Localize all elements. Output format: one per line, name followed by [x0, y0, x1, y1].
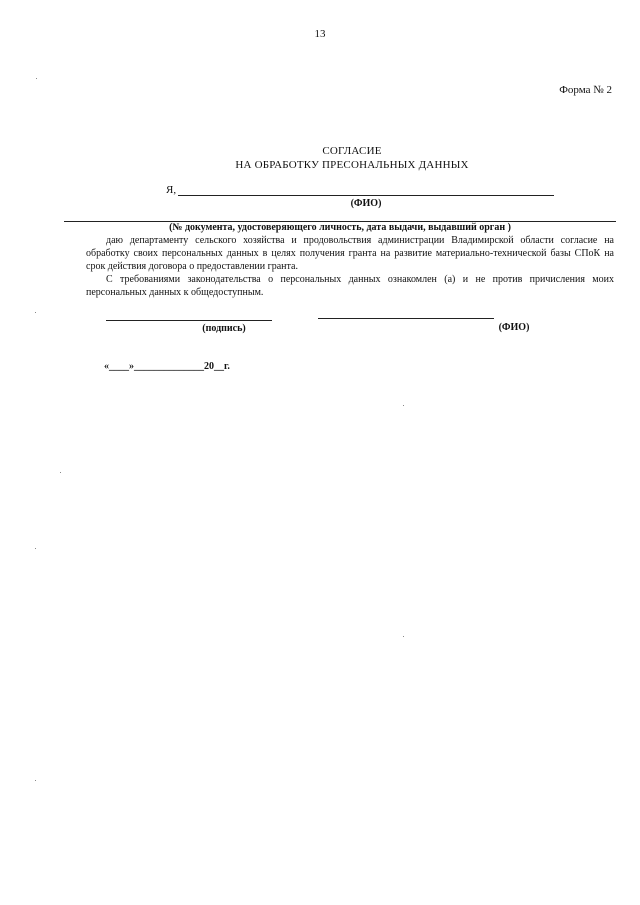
- scan-speck: [35, 548, 36, 549]
- acknowledgement-paragraph: С требованиями законодательства о персональных данных ознакомлен (а) и не против причисления моих персональных данных к общедоступным.: [86, 274, 614, 298]
- date-line[interactable]: «____»______________20__г.: [104, 361, 230, 372]
- scan-speck: [35, 312, 36, 313]
- signature-line[interactable]: [106, 320, 272, 321]
- scan-speck: [403, 405, 404, 406]
- form-number: Форма № 2: [559, 84, 612, 96]
- signature-label: (подпись): [202, 323, 246, 334]
- signature-fio-label: (ФИО): [498, 322, 530, 333]
- fio-label: (ФИО): [350, 198, 382, 209]
- document-label: (№ документа, удостоверяющего личность, дата выдачи, выдавший орган ): [169, 222, 511, 233]
- document-subtitle: НА ОБРАБОТКУ ПРЕСОНАЛЬНЫХ ДАННЫХ: [235, 159, 469, 171]
- page-number: 13: [314, 28, 326, 40]
- name-line[interactable]: [178, 195, 554, 196]
- consent-paragraph: даю департаменту сельского хозяйства и продовольствия администрации Владимирской области согласие на обработку своих персональных данных в целях получения гранта на развитие материально-технической базы СПоК на срок действия договора о предоставлении гранта.: [86, 235, 614, 272]
- document-title: СОГЛАСИЕ: [322, 145, 382, 157]
- scan-speck: [60, 472, 61, 473]
- name-prefix: Я,: [166, 184, 177, 196]
- scan-speck: [35, 780, 36, 781]
- signature-fio-line[interactable]: [318, 318, 494, 319]
- scan-speck: [36, 78, 37, 79]
- scan-speck: [403, 636, 404, 637]
